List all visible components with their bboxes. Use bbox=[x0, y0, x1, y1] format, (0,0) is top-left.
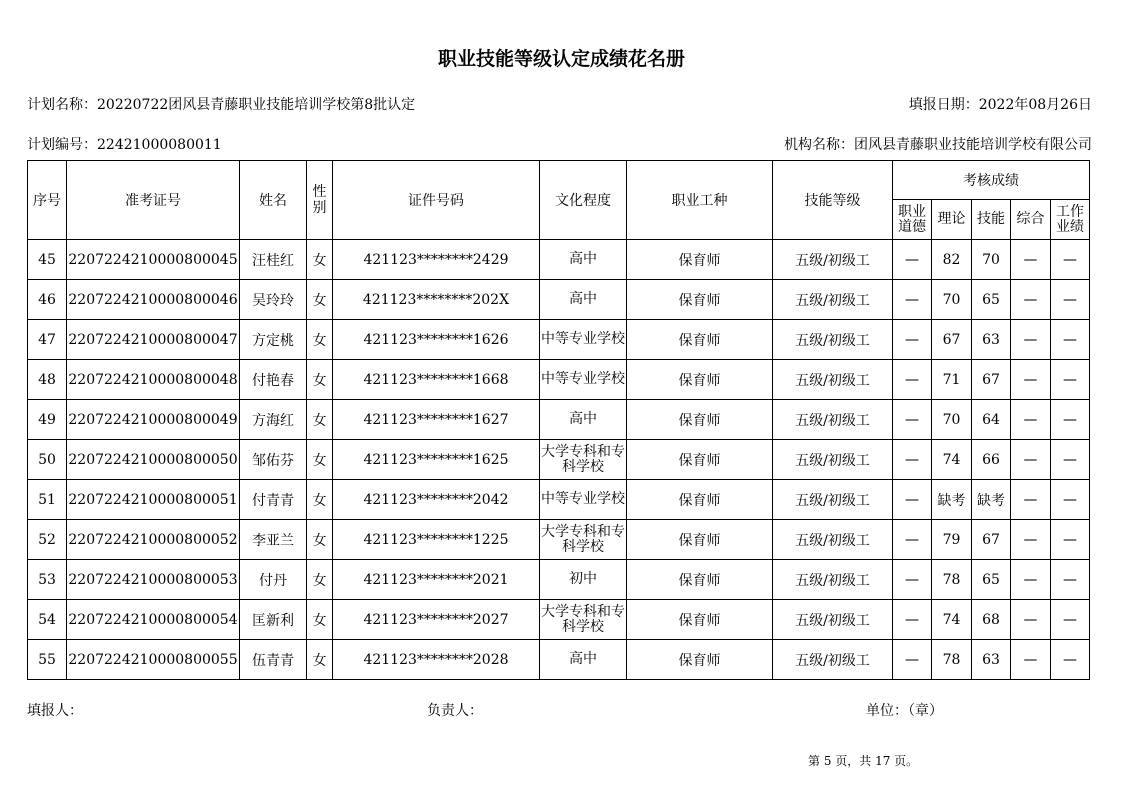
cell-seq: 55 bbox=[28, 640, 67, 680]
cell-id: 421123********1626 bbox=[333, 320, 540, 360]
cell-ethics: — bbox=[893, 360, 932, 400]
col-ticket: 准考证号 bbox=[67, 161, 240, 240]
cell-ethics: — bbox=[893, 520, 932, 560]
table-row bbox=[28, 360, 1090, 400]
cell-overall: — bbox=[1011, 520, 1051, 560]
cell-theory: 67 bbox=[932, 320, 972, 360]
cell-level: 五级/初级工 bbox=[773, 600, 893, 640]
cell-job: 保育师 bbox=[627, 480, 773, 520]
table-row bbox=[28, 520, 1090, 560]
cell-work: — bbox=[1051, 240, 1090, 280]
cell-theory: 78 bbox=[932, 560, 972, 600]
page-number: 第 5 页，共 17 页。 bbox=[808, 754, 919, 768]
cell-seq: 47 bbox=[28, 320, 67, 360]
cell-ethics: — bbox=[893, 280, 932, 320]
cell-job: 保育师 bbox=[627, 240, 773, 280]
cell-sex: 女 bbox=[307, 560, 333, 600]
cell-sex: 女 bbox=[307, 400, 333, 440]
cell-level: 五级/初级工 bbox=[773, 400, 893, 440]
cell-name: 方定桃 bbox=[240, 320, 307, 360]
cell-name: 付丹 bbox=[240, 560, 307, 600]
cell-edu: 高中 bbox=[540, 240, 627, 280]
cell-edu: 高中 bbox=[540, 400, 627, 440]
cell-level: 五级/初级工 bbox=[773, 320, 893, 360]
cell-sex: 女 bbox=[307, 320, 333, 360]
cell-level: 五级/初级工 bbox=[773, 360, 893, 400]
cell-sex: 女 bbox=[307, 600, 333, 640]
cell-seq: 50 bbox=[28, 440, 67, 480]
cell-job: 保育师 bbox=[627, 320, 773, 360]
cell-level: 五级/初级工 bbox=[773, 440, 893, 480]
cell-seq: 54 bbox=[28, 600, 67, 640]
cell-theory: 74 bbox=[932, 600, 972, 640]
report-date: 填报日期：2022年08月26日 bbox=[908, 97, 1092, 113]
cell-id: 421123********1625 bbox=[333, 440, 540, 480]
cell-theory: 70 bbox=[932, 280, 972, 320]
cell-theory: 74 bbox=[932, 440, 972, 480]
plan-name: 计划名称：20220722团风县青藤职业技能培训学校第8批认定 bbox=[27, 97, 416, 113]
cell-name: 邹佑芬 bbox=[240, 440, 307, 480]
cell-overall: — bbox=[1011, 600, 1051, 640]
cell-overall: — bbox=[1011, 560, 1051, 600]
cell-name: 匡新利 bbox=[240, 600, 307, 640]
cell-work: — bbox=[1051, 480, 1090, 520]
cell-sex: 女 bbox=[307, 640, 333, 680]
cell-skill: 65 bbox=[972, 560, 1011, 600]
cell-edu: 大学专科和专科学校 bbox=[540, 600, 627, 640]
cell-overall: — bbox=[1011, 640, 1051, 680]
cell-seq: 52 bbox=[28, 520, 67, 560]
cell-seq: 53 bbox=[28, 560, 67, 600]
cell-work: — bbox=[1051, 640, 1090, 680]
cell-sex: 女 bbox=[307, 440, 333, 480]
cell-overall: — bbox=[1011, 240, 1051, 280]
cell-sex: 女 bbox=[307, 240, 333, 280]
table-header-row bbox=[28, 161, 1090, 200]
cell-work: — bbox=[1051, 280, 1090, 320]
cell-overall: — bbox=[1011, 440, 1051, 480]
cell-edu: 中等专业学校 bbox=[540, 320, 627, 360]
cell-work: — bbox=[1051, 560, 1090, 600]
cell-theory: 78 bbox=[932, 640, 972, 680]
cell-name: 方海红 bbox=[240, 400, 307, 440]
cell-edu: 大学专科和专科学校 bbox=[540, 440, 627, 480]
table-row bbox=[28, 240, 1090, 280]
cell-edu: 初中 bbox=[540, 560, 627, 600]
cell-name: 付艳春 bbox=[240, 360, 307, 400]
cell-name: 吴玲玲 bbox=[240, 280, 307, 320]
col-name: 姓名 bbox=[240, 161, 307, 240]
cell-theory: 79 bbox=[932, 520, 972, 560]
col-id: 证件号码 bbox=[333, 161, 540, 240]
table-row bbox=[28, 400, 1090, 440]
cell-ticket: 2207224210000800047 bbox=[67, 320, 240, 360]
cell-skill: 67 bbox=[972, 520, 1011, 560]
cell-edu: 高中 bbox=[540, 280, 627, 320]
cell-seq: 49 bbox=[28, 400, 67, 440]
cell-level: 五级/初级工 bbox=[773, 520, 893, 560]
cell-ticket: 2207224210000800050 bbox=[67, 440, 240, 480]
plan-code: 计划编号：22421000080011 bbox=[27, 137, 222, 153]
table-row bbox=[28, 600, 1090, 640]
cell-id: 421123********2028 bbox=[333, 640, 540, 680]
table-row bbox=[28, 640, 1090, 680]
cell-ticket: 2207224210000800048 bbox=[67, 360, 240, 400]
cell-work: — bbox=[1051, 360, 1090, 400]
cell-seq: 45 bbox=[28, 240, 67, 280]
col-overall: 综合 bbox=[1011, 200, 1051, 240]
cell-ethics: — bbox=[893, 560, 932, 600]
cell-skill: 63 bbox=[972, 320, 1011, 360]
cell-work: — bbox=[1051, 600, 1090, 640]
cell-id: 421123********2027 bbox=[333, 600, 540, 640]
col-theory: 理论 bbox=[932, 200, 972, 240]
page-title: 职业技能等级认定成绩花名册 bbox=[437, 48, 685, 70]
col-ethics: 职业道德 bbox=[893, 200, 932, 240]
cell-job: 保育师 bbox=[627, 280, 773, 320]
col-scores-group: 考核成绩 bbox=[893, 161, 1090, 200]
cell-ticket: 2207224210000800055 bbox=[67, 640, 240, 680]
cell-overall: — bbox=[1011, 480, 1051, 520]
cell-level: 五级/初级工 bbox=[773, 240, 893, 280]
cell-sex: 女 bbox=[307, 360, 333, 400]
cell-skill: 68 bbox=[972, 600, 1011, 640]
cell-theory: 70 bbox=[932, 400, 972, 440]
cell-overall: — bbox=[1011, 360, 1051, 400]
col-seq: 序号 bbox=[28, 161, 67, 240]
cell-ethics: — bbox=[893, 240, 932, 280]
cell-sex: 女 bbox=[307, 480, 333, 520]
cell-overall: — bbox=[1011, 400, 1051, 440]
cell-seq: 46 bbox=[28, 280, 67, 320]
cell-ticket: 2207224210000800051 bbox=[67, 480, 240, 520]
cell-work: — bbox=[1051, 520, 1090, 560]
cell-ethics: — bbox=[893, 400, 932, 440]
cell-skill: 63 bbox=[972, 640, 1011, 680]
col-work: 工作业绩 bbox=[1051, 200, 1090, 240]
cell-skill: 70 bbox=[972, 240, 1011, 280]
cell-name: 伍青青 bbox=[240, 640, 307, 680]
cell-seq: 48 bbox=[28, 360, 67, 400]
cell-id: 421123********2042 bbox=[333, 480, 540, 520]
cell-ticket: 2207224210000800052 bbox=[67, 520, 240, 560]
cell-id: 421123********202X bbox=[333, 280, 540, 320]
col-level: 技能等级 bbox=[773, 161, 893, 240]
table-row bbox=[28, 280, 1090, 320]
cell-ethics: — bbox=[893, 320, 932, 360]
cell-edu: 中等专业学校 bbox=[540, 480, 627, 520]
col-sex: 性别 bbox=[307, 161, 333, 240]
cell-ticket: 2207224210000800046 bbox=[67, 280, 240, 320]
cell-level: 五级/初级工 bbox=[773, 560, 893, 600]
cell-skill: 缺考 bbox=[972, 480, 1011, 520]
cell-work: — bbox=[1051, 320, 1090, 360]
cell-name: 李亚兰 bbox=[240, 520, 307, 560]
cell-skill: 67 bbox=[972, 360, 1011, 400]
cell-job: 保育师 bbox=[627, 600, 773, 640]
cell-id: 421123********2429 bbox=[333, 240, 540, 280]
cell-id: 421123********2021 bbox=[333, 560, 540, 600]
cell-ticket: 2207224210000800053 bbox=[67, 560, 240, 600]
cell-ticket: 2207224210000800054 bbox=[67, 600, 240, 640]
cell-id: 421123********1668 bbox=[333, 360, 540, 400]
cell-ethics: — bbox=[893, 480, 932, 520]
cell-job: 保育师 bbox=[627, 360, 773, 400]
cell-ticket: 2207224210000800049 bbox=[67, 400, 240, 440]
cell-job: 保育师 bbox=[627, 440, 773, 480]
unit-seal-label: 单位：（章） bbox=[866, 703, 943, 719]
table-row bbox=[28, 480, 1090, 520]
cell-id: 421123********1225 bbox=[333, 520, 540, 560]
cell-sex: 女 bbox=[307, 280, 333, 320]
cell-skill: 64 bbox=[972, 400, 1011, 440]
cell-job: 保育师 bbox=[627, 400, 773, 440]
cell-level: 五级/初级工 bbox=[773, 480, 893, 520]
cell-ethics: — bbox=[893, 600, 932, 640]
cell-overall: — bbox=[1011, 280, 1051, 320]
col-skill: 技能 bbox=[972, 200, 1011, 240]
cell-seq: 51 bbox=[28, 480, 67, 520]
responsible-label: 负责人： bbox=[427, 703, 483, 719]
col-job: 职业工种 bbox=[627, 161, 773, 240]
cell-theory: 82 bbox=[932, 240, 972, 280]
table-row bbox=[28, 560, 1090, 600]
col-edu: 文化程度 bbox=[540, 161, 627, 240]
cell-level: 五级/初级工 bbox=[773, 280, 893, 320]
cell-edu: 大学专科和专科学校 bbox=[540, 520, 627, 560]
cell-skill: 65 bbox=[972, 280, 1011, 320]
cell-job: 保育师 bbox=[627, 640, 773, 680]
cell-job: 保育师 bbox=[627, 520, 773, 560]
cell-ticket: 2207224210000800045 bbox=[67, 240, 240, 280]
cell-ethics: — bbox=[893, 440, 932, 480]
cell-ethics: — bbox=[893, 640, 932, 680]
table-body bbox=[28, 240, 1090, 680]
cell-edu: 中等专业学校 bbox=[540, 360, 627, 400]
cell-work: — bbox=[1051, 440, 1090, 480]
cell-skill: 66 bbox=[972, 440, 1011, 480]
cell-overall: — bbox=[1011, 320, 1051, 360]
filler-label: 填报人： bbox=[27, 703, 83, 719]
table-row bbox=[28, 320, 1090, 360]
org-name: 机构名称：团风县青藤职业技能培训学校有限公司 bbox=[784, 137, 1092, 153]
cell-edu: 高中 bbox=[540, 640, 627, 680]
cell-name: 汪桂红 bbox=[240, 240, 307, 280]
cell-name: 付青青 bbox=[240, 480, 307, 520]
score-roster-table bbox=[27, 160, 1090, 680]
cell-theory: 缺考 bbox=[932, 480, 972, 520]
cell-id: 421123********1627 bbox=[333, 400, 540, 440]
cell-theory: 71 bbox=[932, 360, 972, 400]
cell-sex: 女 bbox=[307, 520, 333, 560]
table-row bbox=[28, 440, 1090, 480]
cell-work: — bbox=[1051, 400, 1090, 440]
cell-job: 保育师 bbox=[627, 560, 773, 600]
cell-level: 五级/初级工 bbox=[773, 640, 893, 680]
